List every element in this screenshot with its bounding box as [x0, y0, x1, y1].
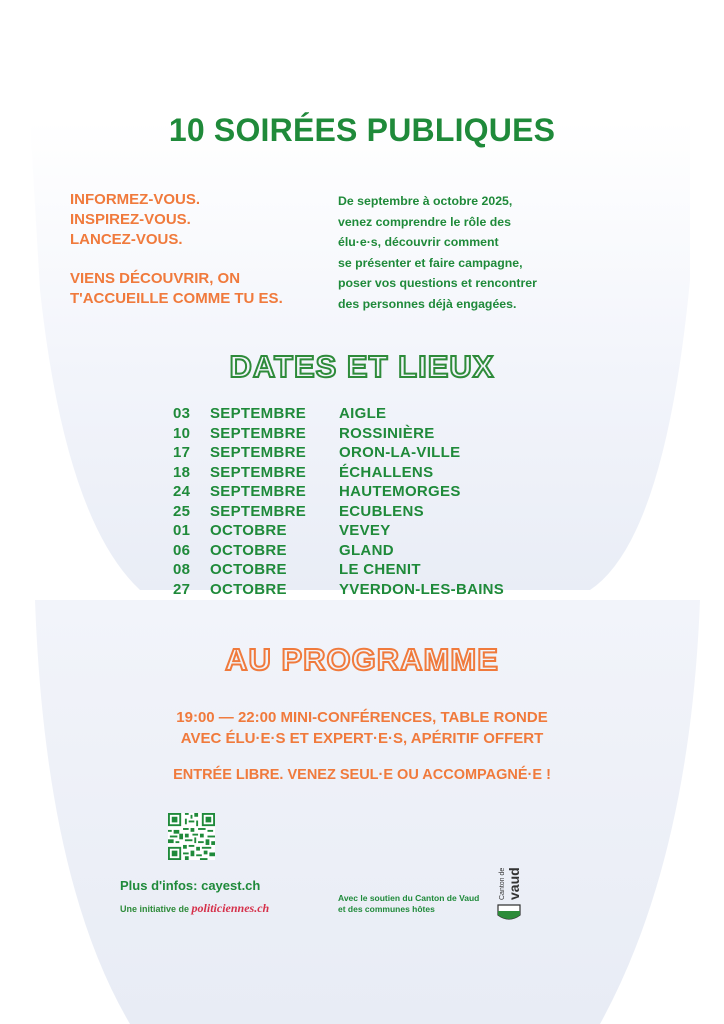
tagline: LANCEZ-VOUS. [70, 231, 183, 248]
date-row [173, 463, 573, 483]
date-month: SEPTEMBRE [210, 444, 307, 461]
support-line: Avec le soutien du Canton de Vaud [338, 893, 480, 903]
support-line: et des communes hôtes [338, 904, 435, 914]
tagline-block [70, 190, 320, 309]
canton-big-text: vaud [506, 867, 522, 900]
intro-line: poser vos questions et rencontrer [338, 276, 537, 290]
date-month: SEPTEMBRE [210, 463, 307, 481]
canton-small-text: Canton de [499, 867, 506, 900]
dates-heading: DATES ET LIEUX [229, 349, 495, 384]
brand-logo: politiciennes.ch [191, 901, 270, 915]
welcome-line: T'ACCUEILLE COMME TU ES. [70, 290, 283, 307]
intro-text [338, 191, 578, 314]
date-day: 10 [173, 424, 191, 442]
date-month: OCTOBRE [210, 561, 287, 578]
date-day: 18 [173, 463, 191, 481]
date-month: SEPTEMBRE [210, 405, 307, 422]
page-title: 10 SOIRÉES PUBLIQUES [168, 112, 556, 148]
date-day: 01 [173, 522, 191, 539]
date-month: OCTOBRE [210, 541, 287, 559]
date-month: OCTOBRE [210, 580, 287, 598]
tagline: INFORMEZ-VOUS. [70, 191, 200, 208]
date-day: 27 [173, 580, 191, 598]
date-row [173, 404, 573, 424]
dates-list [173, 404, 573, 599]
date-place: YVERDON-LES-BAINS [339, 580, 505, 598]
intro-line: De septembre à octobre 2025, [338, 194, 513, 208]
date-row [173, 580, 573, 600]
date-month: SEPTEMBRE [210, 424, 307, 442]
date-day: 06 [173, 541, 191, 559]
intro-line: élu·e·s, découvrir comment [338, 235, 499, 249]
date-row [173, 424, 573, 444]
date-place: HAUTEMORGES [339, 483, 461, 500]
entry-note: ENTRÉE LIBRE. VENEZ SEUL·E OU ACCOMPAGNÉ·E ! [173, 767, 551, 783]
qr-code-icon[interactable] [168, 813, 215, 860]
date-day: 03 [173, 405, 191, 422]
initiative-credit [120, 901, 269, 916]
date-month: SEPTEMBRE [210, 483, 307, 500]
intro-line: des personnes déjà engagées. [338, 296, 517, 311]
intro-line: se présenter et faire campagne, [338, 255, 523, 270]
date-place: GLAND [339, 541, 394, 559]
more-info-link[interactable]: Plus d'infos: cayest.ch [120, 878, 261, 893]
initiative-prefix: Une initiative de [120, 904, 190, 914]
date-day: 24 [173, 483, 191, 500]
program-heading: AU PROGRAMME [225, 642, 499, 677]
date-day: 25 [173, 502, 191, 520]
date-row [173, 541, 573, 561]
program-line: 19:00 — 22:00 MINI-CONFÉRENCES, TABLE RONDE [176, 709, 548, 726]
program-text [0, 708, 724, 749]
date-month: SEPTEMBRE [210, 502, 307, 520]
date-place: AIGLE [339, 405, 387, 422]
support-credit [338, 893, 479, 915]
date-row [173, 443, 573, 463]
tagline: INSPIREZ-VOUS. [70, 211, 191, 228]
program-line: AVEC ÉLU·E·S ET EXPERT·E·S, APÉRITIF OFFERT [180, 729, 544, 747]
date-row [173, 521, 573, 541]
date-place: LE CHENIT [339, 561, 421, 578]
date-row [173, 560, 573, 580]
date-place: ROSSINIÈRE [339, 424, 435, 442]
date-row [173, 482, 573, 502]
date-place: ORON-LA-VILLE [339, 444, 461, 461]
date-place: ECUBLENS [339, 502, 424, 520]
welcome-line: VIENS DÉCOUVRIR, ON [70, 270, 241, 287]
intro-line: venez comprendre le rôle des [338, 214, 511, 229]
date-place: ÉCHALLENS [339, 463, 434, 481]
date-day: 17 [173, 444, 191, 461]
date-day: 08 [173, 561, 191, 578]
canton-logo-text [499, 867, 521, 900]
date-month: OCTOBRE [210, 522, 287, 539]
date-row [173, 502, 573, 522]
date-place: VEVEY [339, 522, 391, 539]
